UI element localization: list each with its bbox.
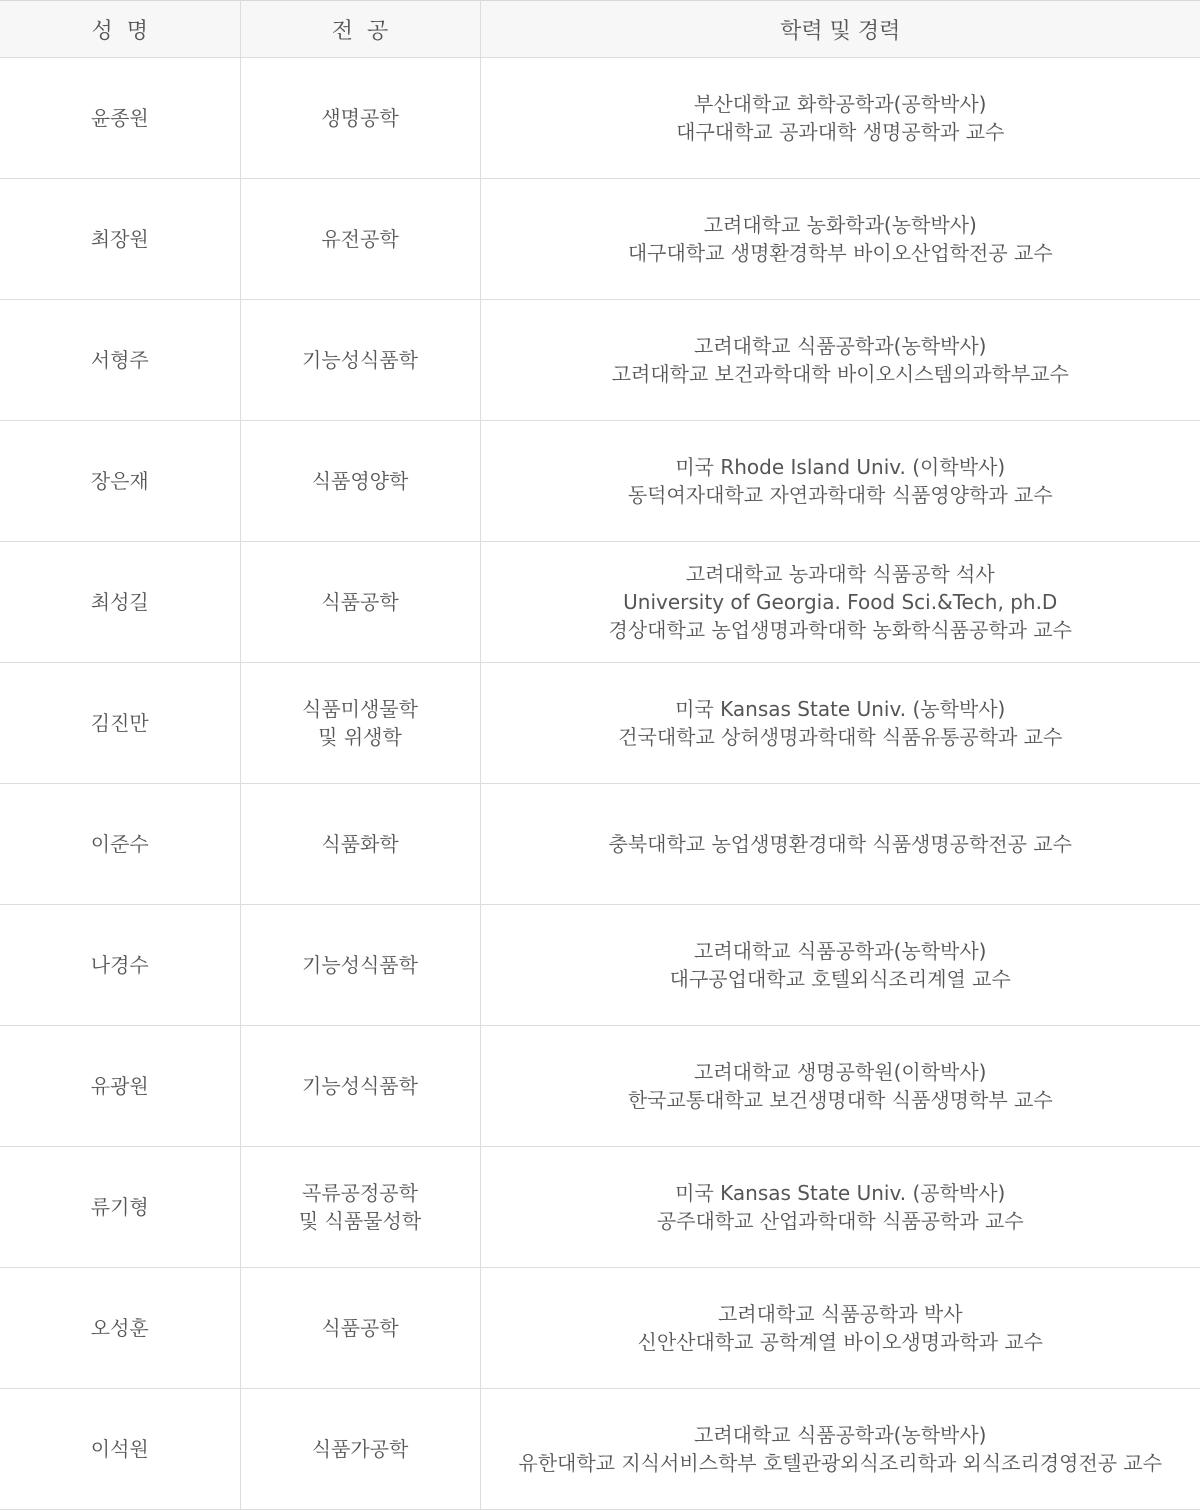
career-line: 공주대학교 산업과학대학 식품공학과 교수 <box>481 1207 1200 1235</box>
name-cell: 최장원 <box>0 179 240 300</box>
career-line: 한국교통대학교 보건생명대학 식품생명학부 교수 <box>481 1086 1200 1114</box>
career-cell <box>480 1026 1200 1147</box>
career-cell <box>480 1147 1200 1268</box>
career-line: 미국 Kansas State Univ. (농학박사) <box>481 695 1200 723</box>
name-cell: 장은재 <box>0 421 240 542</box>
major-cell <box>240 663 480 784</box>
major-cell <box>240 905 480 1026</box>
major-cell <box>240 1389 480 1510</box>
career-line: University of Georgia. Food Sci.&Tech, ph.D <box>481 588 1200 616</box>
career-line: 대구공업대학교 호텔외식조리계열 교수 <box>481 965 1200 993</box>
career-line: 고려대학교 보건과학대학 바이오시스템의과학부교수 <box>481 360 1200 388</box>
name-cell: 류기형 <box>0 1147 240 1268</box>
major-line: 식품공학 <box>241 1314 480 1342</box>
table-row <box>0 784 1200 905</box>
name-cell: 유광원 <box>0 1026 240 1147</box>
major-cell <box>240 1026 480 1147</box>
table-body <box>0 58 1200 1510</box>
career-cell <box>480 542 1200 663</box>
table-row <box>0 1147 1200 1268</box>
major-line: 식품화학 <box>241 830 480 858</box>
career-line: 미국 Rhode Island Univ. (이학박사) <box>481 453 1200 481</box>
career-line: 건국대학교 상허생명과학대학 식품유통공학과 교수 <box>481 723 1200 751</box>
career-cell <box>480 1268 1200 1389</box>
career-cell <box>480 179 1200 300</box>
career-line: 경상대학교 농업생명과학대학 농화학식품공학과 교수 <box>481 616 1200 644</box>
career-line: 부산대학교 화학공학과(공학박사) <box>481 90 1200 118</box>
header-major: 전 공 <box>240 1 480 58</box>
career-cell <box>480 58 1200 179</box>
career-cell <box>480 1389 1200 1510</box>
career-cell <box>480 300 1200 421</box>
name-cell: 이준수 <box>0 784 240 905</box>
name-cell: 김진만 <box>0 663 240 784</box>
major-line: 기능성식품학 <box>241 1072 480 1100</box>
major-line: 식품미생물학 <box>241 695 480 723</box>
major-cell <box>240 58 480 179</box>
career-line: 고려대학교 생명공학원(이학박사) <box>481 1058 1200 1086</box>
table-row <box>0 179 1200 300</box>
major-line: 기능성식품학 <box>241 346 480 374</box>
name-cell: 최성길 <box>0 542 240 663</box>
career-cell <box>480 784 1200 905</box>
career-line: 동덕여자대학교 자연과학대학 식품영양학과 교수 <box>481 481 1200 509</box>
career-line: 대구대학교 생명환경학부 바이오산업학전공 교수 <box>481 239 1200 267</box>
name-cell: 서형주 <box>0 300 240 421</box>
table-row <box>0 905 1200 1026</box>
major-cell <box>240 1147 480 1268</box>
career-line: 고려대학교 식품공학과 박사 <box>481 1300 1200 1328</box>
major-line: 유전공학 <box>241 225 480 253</box>
table-row <box>0 58 1200 179</box>
table-row <box>0 1026 1200 1147</box>
career-cell <box>480 421 1200 542</box>
major-line: 기능성식품학 <box>241 951 480 979</box>
major-line: 식품가공학 <box>241 1435 480 1463</box>
major-line: 생명공학 <box>241 104 480 132</box>
name-cell: 이석원 <box>0 1389 240 1510</box>
career-line: 대구대학교 공과대학 생명공학과 교수 <box>481 118 1200 146</box>
major-cell <box>240 784 480 905</box>
career-line: 미국 Kansas State Univ. (공학박사) <box>481 1179 1200 1207</box>
career-line: 유한대학교 지식서비스학부 호텔관광외식조리학과 외식조리경영전공 교수 <box>481 1449 1200 1477</box>
name-cell: 윤종원 <box>0 58 240 179</box>
career-line: 고려대학교 식품공학과(농학박사) <box>481 332 1200 360</box>
career-cell <box>480 663 1200 784</box>
table-row <box>0 1268 1200 1389</box>
major-line: 식품공학 <box>241 588 480 616</box>
major-cell <box>240 542 480 663</box>
major-cell <box>240 300 480 421</box>
major-cell <box>240 179 480 300</box>
major-line: 및 식품물성학 <box>241 1207 480 1235</box>
header-name: 성 명 <box>0 1 240 58</box>
career-line: 고려대학교 농화학과(농학박사) <box>481 211 1200 239</box>
table-row <box>0 421 1200 542</box>
table-row <box>0 663 1200 784</box>
major-line: 곡류공정공학 <box>241 1179 480 1207</box>
name-cell: 나경수 <box>0 905 240 1026</box>
table-row <box>0 300 1200 421</box>
table-row <box>0 1389 1200 1510</box>
career-line: 고려대학교 농과대학 식품공학 석사 <box>481 560 1200 588</box>
header-row <box>0 1 1200 58</box>
table-row <box>0 542 1200 663</box>
career-line: 충북대학교 농업생명환경대학 식품생명공학전공 교수 <box>481 830 1200 858</box>
major-cell <box>240 421 480 542</box>
career-line: 고려대학교 식품공학과(농학박사) <box>481 1421 1200 1449</box>
career-line: 신안산대학교 공학계열 바이오생명과학과 교수 <box>481 1328 1200 1356</box>
major-line: 식품영양학 <box>241 467 480 495</box>
career-cell <box>480 905 1200 1026</box>
header-career: 학력 및 경력 <box>480 1 1200 58</box>
name-cell: 오성훈 <box>0 1268 240 1389</box>
major-cell <box>240 1268 480 1389</box>
major-line: 및 위생학 <box>241 723 480 751</box>
career-line: 고려대학교 식품공학과(농학박사) <box>481 937 1200 965</box>
